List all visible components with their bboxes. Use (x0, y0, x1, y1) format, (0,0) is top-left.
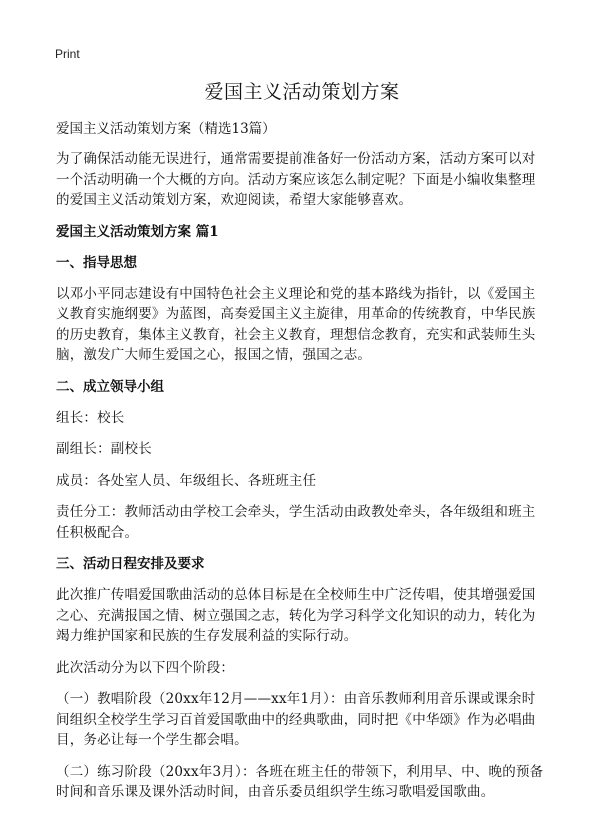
section-heading-guiding-ideology: 一、指导思想 (56, 254, 137, 271)
guiding-ideology-paragraph: 以邓小平同志建设有中国特色社会主义理论和党的基本路线为指针，以《爱国主义教育实施纲要》为蓝图，高奏爱国主义主旋律，用革命的传统教育，中华民族的历史教育，集体主义教育，社会主义教育，理想信念教育，充实和武装师生头脑，激发广大师生爱国之心，报国之情，强国之志。 (56, 285, 536, 363)
vice-leader-line: 副组长：副校长 (56, 441, 152, 457)
section-heading-leadership-group: 二、成立领导小组 (56, 378, 164, 395)
document-page (56, 78, 548, 803)
leader-line: 组长：校长 (56, 409, 125, 426)
phase-1-paragraph: （一）教唱阶段（20xx年12月——xx年1月）：由音乐教师利用音乐课或课余时间组织全校学生学习百首爱国歌曲中的经典歌曲，同时把《中华颂》作为必唱曲目，务必让每一个学生都会唱。 (56, 691, 536, 748)
print-link[interactable]: Print (55, 47, 80, 61)
phase-2-paragraph: （二）练习阶段（20xx年3月）：各班在班主任的带领下，利用早、中、晚的预备时间和音乐课及课外活动时间，由音乐委员组织学生练习歌唱爱国歌曲。 (56, 763, 544, 800)
section-heading-schedule: 三、活动日程安排及要求 (56, 556, 205, 572)
members-line: 成员：各处室人员、年级组长、各班班主任 (56, 472, 317, 489)
intro-paragraph: 为了确保活动能无误进行，通常需要提前准备好一份活动方案，活动方案可以对一个活动明确一个大概的方向。活动方案应该怎么制定呢？下面是小编收集整理的爱国主义活动策划方案，欢迎阅读，希望大家能够喜欢。 (56, 151, 536, 208)
article-heading: 爱国主义活动策划方案 篇1 (56, 223, 219, 240)
phases-intro-line: 此次活动分为以下四个阶段： (56, 659, 235, 676)
duties-paragraph: 责任分工：教师活动由学校工会牵头，学生活动由政教处牵头，各年级组和班主任积极配合。 (56, 504, 536, 541)
page-title: 爱国主义活动策划方案 (204, 81, 400, 103)
document-subtitle: 爱国主义活动策划方案（精选13篇） (56, 121, 276, 137)
goal-paragraph: 此次推广传唱爱国歌曲活动的总体目标是在全校师生中广泛传唱，使其增强爱国之心、充满报国之情、树立强国之志，转化为学习科学文化知识的动力，转化为竭力维护国家和民族的生存发展利益的实际行动。 (56, 587, 536, 644)
